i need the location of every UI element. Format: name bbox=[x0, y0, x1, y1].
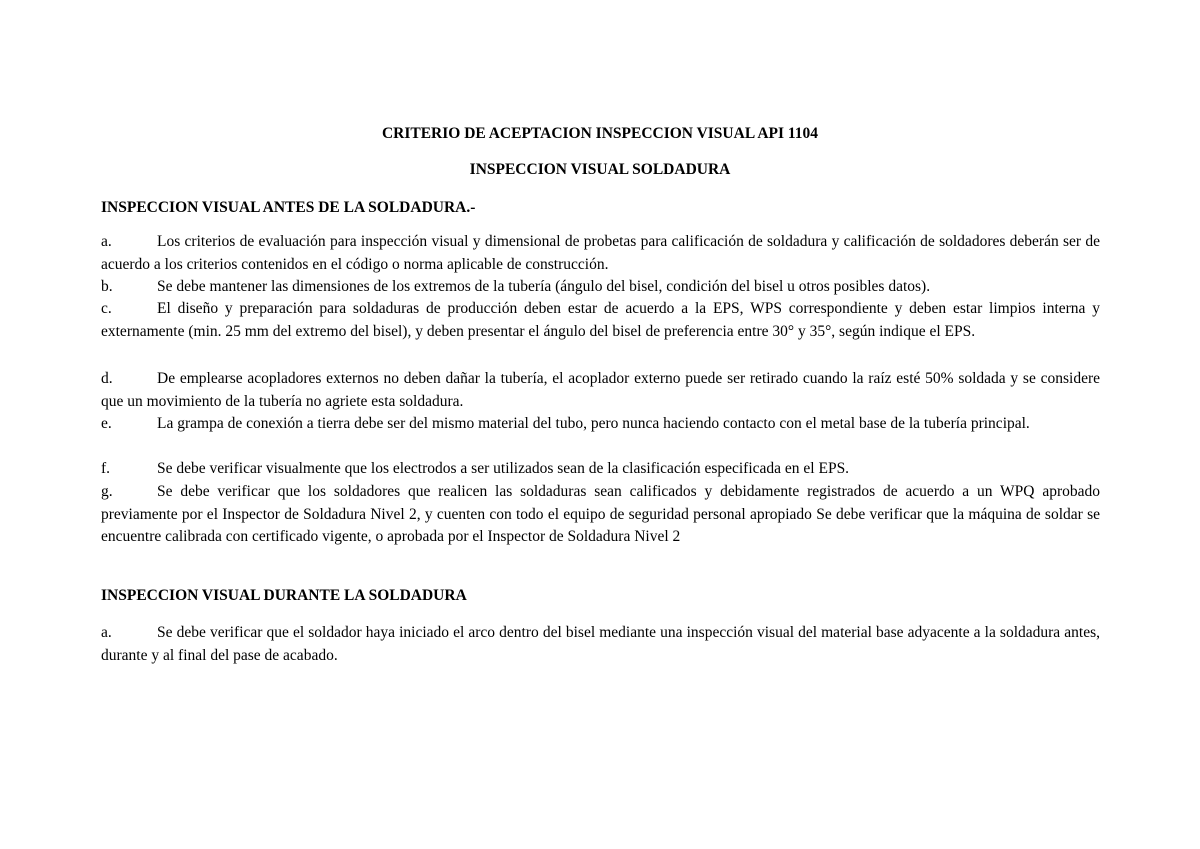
list-item bbox=[101, 622, 1100, 667]
list-item bbox=[101, 481, 1100, 549]
section-heading-during-welding: INSPECCION VISUAL DURANTE LA SOLDADURA bbox=[101, 587, 467, 604]
list-item bbox=[101, 276, 1100, 299]
list-item bbox=[101, 298, 1100, 343]
list-item-marker: a. bbox=[101, 233, 112, 250]
list-item-text: Se debe verificar visualmente que los electrodos a ser utilizados sean de la clasificación especificada en el EPS. bbox=[157, 460, 850, 477]
list-item-text: De emplearse acopladores externos no deben dañar la tubería, el acoplador externo puede ser retirado cuando la raíz esté 50% soldada y se considere que un movimiento de la tubería no agriete esta soldadura. bbox=[101, 370, 1100, 410]
document-subtitle: INSPECCION VISUAL SOLDADURA bbox=[469, 161, 731, 178]
list-item-text: Se debe mantener las dimensiones de los extremos de la tubería (ángulo del bisel, condición del bisel u otros posibles datos). bbox=[157, 278, 931, 295]
list-item-text: El diseño y preparación para soldaduras de producción deben estar de acuerdo a la EPS, WPS correspondiente y deben estar limpios interna y externamente (min. 25 mm del extremo del bisel), y deben presentar el ángulo del bisel de preferencia entre 30° y 35°, según indique el EPS. bbox=[101, 300, 1100, 340]
list-item bbox=[101, 458, 1100, 481]
list-item-marker: e. bbox=[101, 415, 112, 432]
list-item bbox=[101, 413, 1100, 436]
list-item-marker: f. bbox=[101, 460, 111, 477]
list-item bbox=[101, 231, 1100, 276]
list-item-marker: c. bbox=[101, 300, 112, 317]
list-item-marker: a. bbox=[101, 624, 112, 641]
list-item-text: Se debe verificar que los soldadores que realicen las soldaduras sean calificados y debidamente registrados de acuerdo a un WPQ aprobado previamente por el Inspector de Soldadura Nivel 2, y cuenten con todo el equipo de seguridad personal apropiado Se debe verificar que la máquina de soldar se encuentre calibrada con certificado vigente, o aprobada por el Inspector de Soldadura Nivel 2 bbox=[101, 483, 1100, 545]
document-title: CRITERIO DE ACEPTACION INSPECCION VISUAL API 1104 bbox=[381, 125, 819, 142]
list-item-text: Se debe verificar que el soldador haya iniciado el arco dentro del bisel mediante una inspección visual del material base adyacente a la soldadura antes, durante y al final del pase de acabado. bbox=[101, 624, 1100, 664]
list-item-marker: b. bbox=[101, 278, 113, 295]
section-heading-before-welding: INSPECCION VISUAL ANTES DE LA SOLDADURA.- bbox=[101, 199, 476, 216]
list-item-marker: g. bbox=[101, 483, 113, 500]
list-item-text: Los criterios de evaluación para inspección visual y dimensional de probetas para calificación de soldadura y calificación de soldadores deberán ser de acuerdo a los criterios contenidos en el código o norma aplicable de construcción. bbox=[101, 233, 1100, 273]
list-item bbox=[101, 368, 1100, 413]
list-item-text: La grampa de conexión a tierra debe ser del mismo material del tubo, pero nunca haciendo contacto con el metal base de la tubería principal. bbox=[157, 415, 1030, 432]
list-item-marker: d. bbox=[101, 370, 113, 387]
